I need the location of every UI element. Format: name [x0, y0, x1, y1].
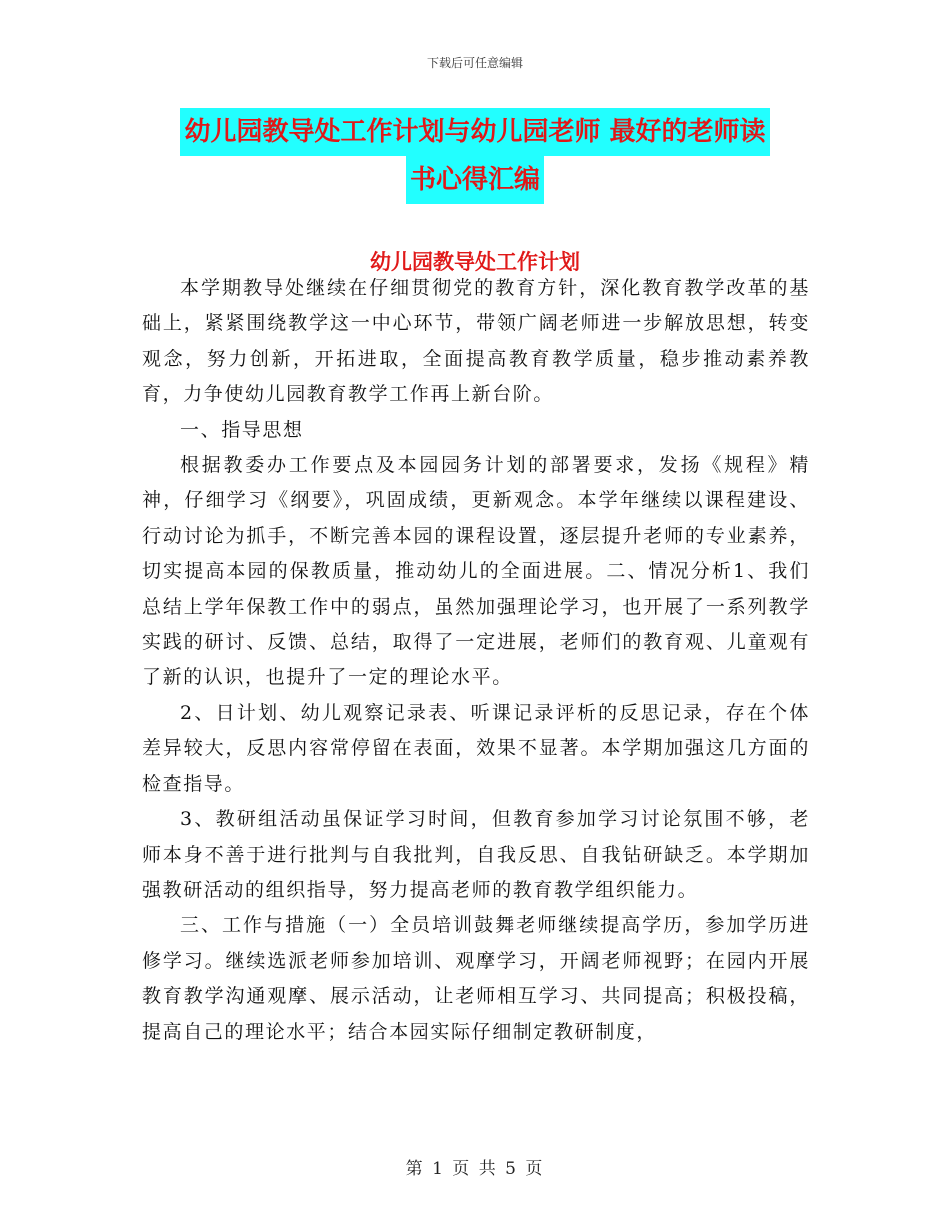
header-note: 下载后可任意编辑: [426, 56, 523, 70]
paragraph-heading-guiding-thought: 一、指导思想: [180, 418, 304, 441]
page-footer: 第 1 页 共 5 页: [405, 1159, 545, 1179]
title-line-1: 幼儿园教导处工作计划与幼儿园老师 最好的老师读: [180, 108, 769, 156]
document-title: [0, 108, 950, 204]
body-text: [142, 271, 810, 1050]
paragraph-point-3: 3、教研组活动虽保证学习时间，但教育参加学习讨论氛围不够，老师本身不善于进行批判与自我批判，自我反思、自我钻研缺乏。本学期加强教研活动的组织指导，努力提高老师的教育教学组织能力。: [142, 808, 810, 901]
paragraph-point-2: 2、日计划、幼儿观察记录表、听课记录评析的反思记录，存在个体差异较大，反思内容常停留在表面，效果不显著。本学期加强这几方面的检查指导。: [142, 701, 810, 795]
paragraph-guiding-thought: 根据教委办工作要点及本园园务计划的部署要求，发扬《规程》精神，仔细学习《纲要》，巩固成绩，更新观念。本学年继续以课程建设、行动讨论为抓手，不断完善本园的课程设置，逐层提升老师的专业素养，切实提高本园的保教质量，推动幼儿的全面进展。二、情况分析1、我们总结上学年保教工作中的弱点，虽然加强理论学习，也开展了一系列教学实践的研讨、反馈、总结，取得了一定进展，老师们的教育观、儿童观有了新的认识，也提升了一定的理论水平。: [142, 454, 810, 689]
paragraph-work-measures: 三、工作与措施（一）全员培训鼓舞老师继续提高学历，参加学历进修学习。继续选派老师参加培训、观摩学习，开阔老师视野；在园内开展教育教学沟通观摩、展示活动，让老师相互学习、共同提高；积极投稿，提高自己的理论水平；结合本园实际仔细制定教研制度，: [142, 914, 810, 1043]
title-line-2: 书心得汇编: [406, 156, 544, 204]
section-title: 幼儿园教导处工作计划: [370, 250, 580, 274]
paragraph-intro: 本学期教导处继续在仔细贯彻党的教育方针，深化教育教学改革的基础上，紧紧围绕教学这一中心环节，带领广阔老师进一步解放思想，转变观念，努力创新，开拓进取，全面提高教育教学质量，稳步推动素养教育，力争使幼儿园教育教学工作再上新台阶。: [142, 277, 810, 406]
